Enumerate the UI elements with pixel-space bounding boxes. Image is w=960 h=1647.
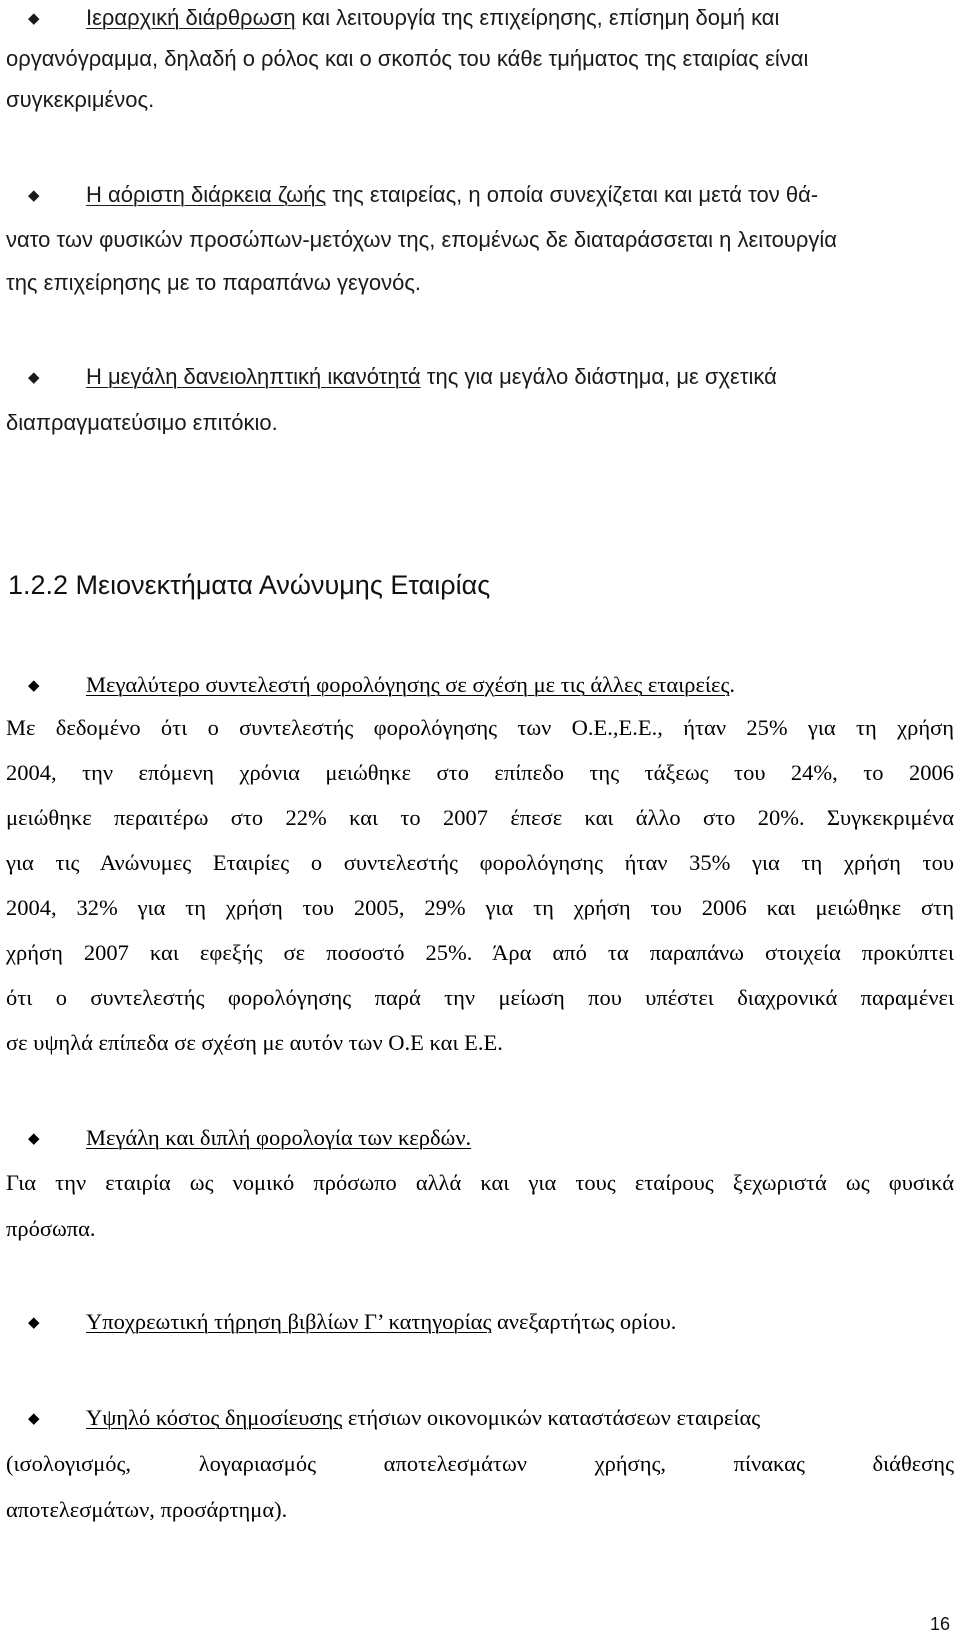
paragraph-line: 2004, την επόμενη χρόνια μειώθηκε στο επίπεδο της τάξεως του 24%, το 2006 bbox=[6, 760, 954, 785]
diamond-bullet-icon: ◆ bbox=[28, 1129, 40, 1147]
paragraph-line: σε υψηλά επίπεδα σε σχέση με αυτόν των Ο.Ε και Ε.Ε. bbox=[6, 1030, 503, 1055]
bullet-text: της για μεγάλο διάστημα, με σχετικά bbox=[420, 364, 777, 389]
bullet-title: Μεγάλη και διπλή φορολογία των κερδών. bbox=[86, 1125, 472, 1150]
bullet-text: ετήσιων οικονομικών καταστάσεων εταιρείας bbox=[342, 1405, 761, 1430]
bullet-item-bookkeeping bbox=[6, 1308, 676, 1336]
paragraph-line: 2004, 32% για τη χρήση του 2005, 29% για τη χρήση του 2006 και μειώθηκε στη bbox=[6, 895, 954, 920]
bullet-item-duration bbox=[6, 181, 818, 209]
bullet-item-higher-tax bbox=[6, 671, 735, 699]
bullet-title: Υποχρεωτική τήρηση βιβλίων Γ’ κατηγορίας bbox=[86, 1309, 492, 1334]
paragraph-line: μειώθηκε περαιτέρω στο 22% και το 2007 έπεσε και άλλο στο 20%. Συγκεκριμένα bbox=[6, 805, 954, 830]
diamond-bullet-icon: ◆ bbox=[28, 368, 40, 386]
bullet-item-borrowing bbox=[6, 363, 777, 391]
section-heading: 1.2.2 Μειονεκτήματα Ανώνυμης Εταιρίας bbox=[8, 570, 491, 600]
bullet-text: και λειτουργία της επιχείρησης, επίσημη δομή και bbox=[295, 5, 780, 30]
paragraph-line: ότι ο συντελεστής φορολόγησης παρά την μείωση που υπέστει διαχρονικά παραμένει bbox=[6, 985, 954, 1010]
bullet-item-double-tax bbox=[6, 1124, 471, 1152]
diamond-bullet-icon: ◆ bbox=[28, 676, 40, 694]
bullet-text: ανεξαρτήτως ορίου. bbox=[491, 1309, 677, 1334]
bullet-title: Ιεραρχική διάρθρωση bbox=[86, 5, 296, 30]
paragraph-line: για τις Ανώνυμες Εταιρίες ο συντελεστής φορολόγησης ήταν 35% για τη χρήση του bbox=[6, 850, 954, 875]
paragraph-line: πρόσωπα. bbox=[6, 1216, 96, 1241]
paragraph-line: (ισολογισμός, λογαριασμός αποτελεσμάτων χρήσης, πίνακας διάθεσης bbox=[6, 1451, 954, 1476]
diamond-bullet-icon: ◆ bbox=[28, 186, 40, 204]
bullet-text: . bbox=[729, 672, 735, 697]
diamond-bullet-icon: ◆ bbox=[28, 1409, 40, 1427]
paragraph-line: Για την εταιρία ως νομικό πρόσωπο αλλά και για τους εταίρους ξεχωριστά ως φυσικά bbox=[6, 1170, 954, 1195]
paragraph-line: αποτελεσμάτων, προσάρτημα). bbox=[6, 1497, 288, 1522]
paragraph-line: χρήση 2007 και εφεξής σε ποσοστό 25%. Άρα από τα παραπάνω στοιχεία προκύπτει bbox=[6, 940, 954, 965]
diamond-bullet-icon: ◆ bbox=[28, 9, 40, 27]
bullet-title: Η αόριστη διάρκεια ζωής bbox=[86, 182, 327, 207]
paragraph-line: νατο των φυσικών προσώπων-μετόχων της, επομένως δε διαταράσσεται η λειτουργία bbox=[6, 227, 837, 252]
bullet-title: Υψηλό κόστος δημοσίευσης bbox=[86, 1405, 343, 1430]
bullet-title: Μεγαλύτερο συντελεστή φορολόγησης σε σχέση με τις άλλες εταιρείες bbox=[86, 672, 730, 697]
bullet-item-hierarchy bbox=[6, 4, 779, 32]
paragraph-line: οργανόγραμμα, δηλαδή ο ρόλος και ο σκοπός του κάθε τμήματος της εταιρίας είναι bbox=[6, 46, 809, 71]
diamond-bullet-icon: ◆ bbox=[28, 1313, 40, 1331]
paragraph-line: συγκεκριμένος. bbox=[6, 87, 155, 112]
paragraph-line: διαπραγματεύσιμο επιτόκιο. bbox=[6, 410, 278, 435]
paragraph-line: της επιχείρησης με το παραπάνω γεγονός. bbox=[6, 270, 422, 295]
page-number: 16 bbox=[930, 1614, 951, 1634]
bullet-text: της εταιρείας, η οποία συνεχίζεται και μετά τον θά- bbox=[326, 182, 819, 207]
bullet-title: Η μεγάλη δανειοληπτική ικανότητά bbox=[86, 364, 421, 389]
bullet-item-publication-cost bbox=[6, 1404, 760, 1432]
paragraph-line: Με δεδομένο ότι ο συντελεστής φορολόγησης των Ο.Ε.,Ε.Ε., ήταν 25% για τη χρήση bbox=[6, 715, 954, 740]
